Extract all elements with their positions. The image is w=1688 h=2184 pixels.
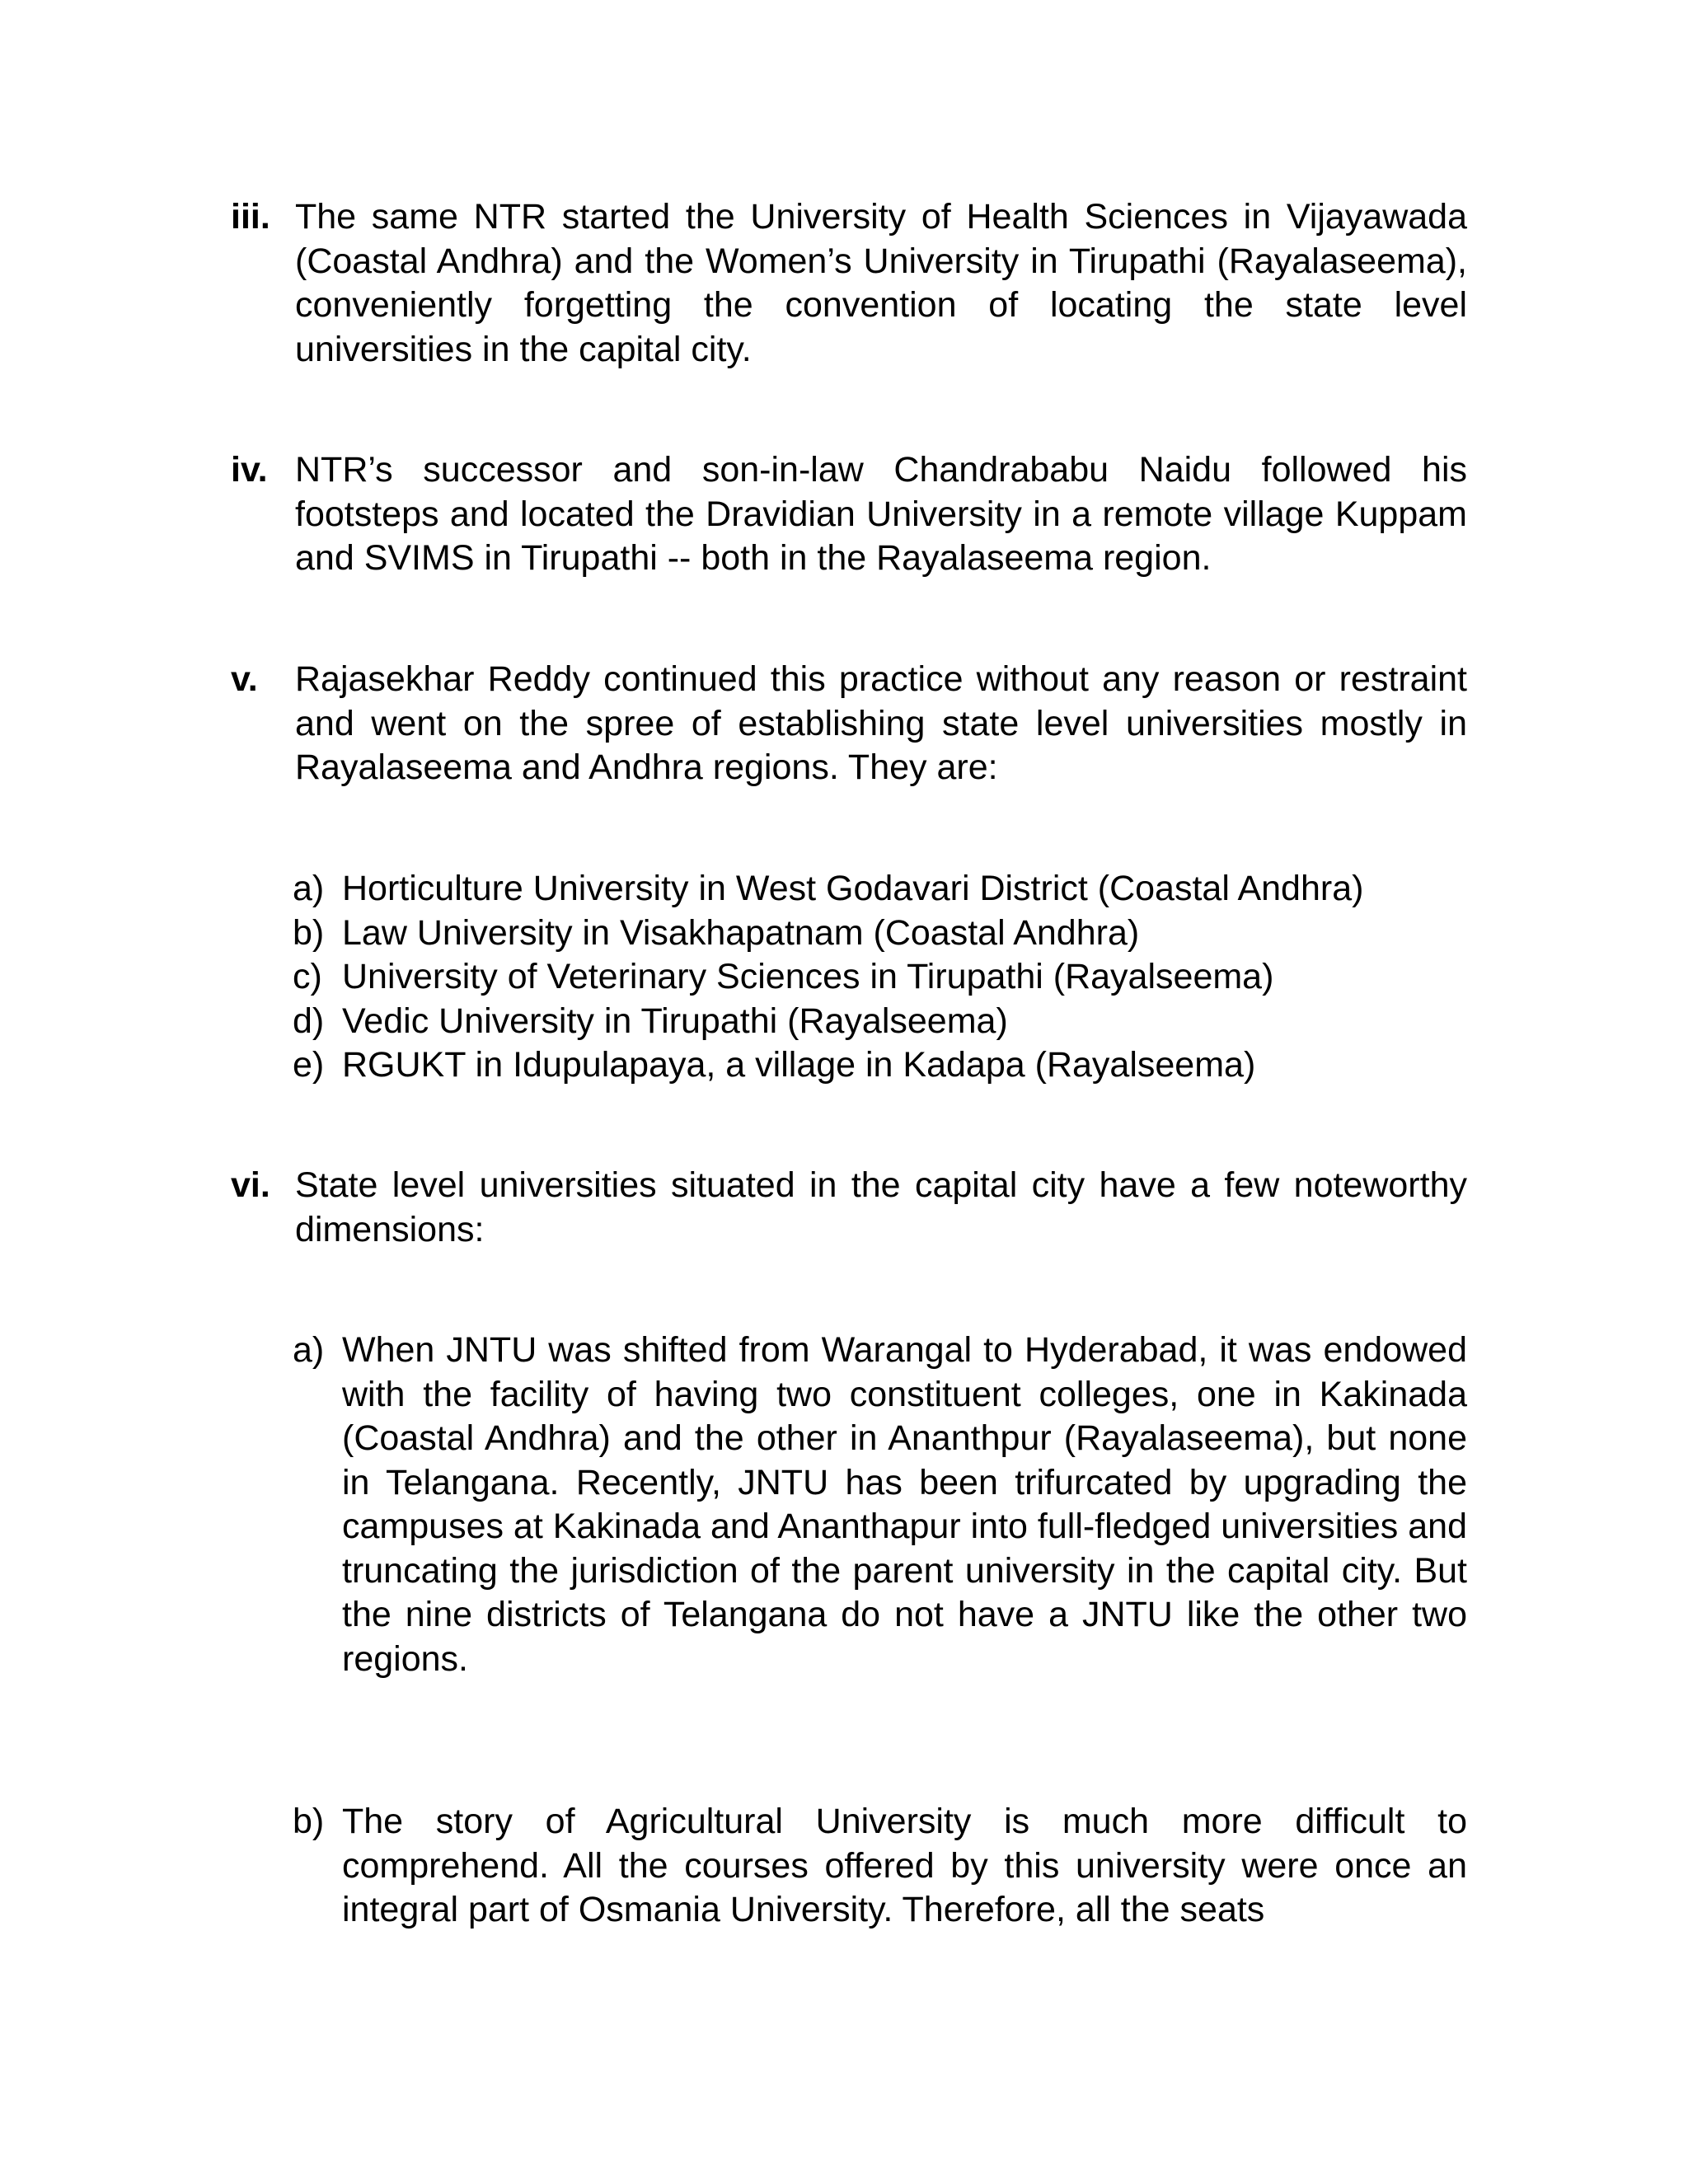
item-text: The same NTR started the University of Health Sciences in Vijayawada (Coastal Andhra) and the Women’s University in Tirupathi (Rayalaseema), conveniently forgetting the convention of locating the state level universities in the capital city. (295, 197, 1467, 369)
sublist-vi-b (293, 1800, 1467, 1933)
item-marker: iv. (231, 450, 268, 490)
item-text: Rajasekhar Reddy continued this practice without any reason or restraint and went on the spree of establishing state level universities mostly in Rayalaseema and Andhra regions. They are: (295, 659, 1467, 787)
sub-list-item (293, 1800, 1467, 1933)
list-item-iv (231, 448, 1467, 581)
list-item-vi (231, 1164, 1467, 1252)
item-marker: vi. (231, 1165, 270, 1205)
item-text: NTR’s successor and son-in-law Chandrababu Naidu followed his footsteps and located the Dravidian University in a remote village Kuppam and SVIMS in Tirupathi -- both in the Rayalaseema region. (295, 450, 1467, 578)
sub-list-item (293, 955, 1467, 1000)
sub-item-text: Vedic University in Tirupathi (Rayalseema) (342, 1001, 1008, 1041)
item-marker: iii. (231, 197, 270, 237)
sub-item-marker: a) (293, 869, 325, 908)
sub-list-item (293, 912, 1467, 956)
item-marker: v. (231, 659, 258, 699)
sub-item-text: University of Veterinary Sciences in Tirupathi (Rayalseema) (342, 957, 1274, 996)
sub-item-marker: c) (293, 957, 322, 996)
sub-list-item (293, 1329, 1467, 1681)
sub-item-text: RGUKT in Idupulapaya, a village in Kadapa (Rayalseema) (342, 1045, 1256, 1085)
sub-list-item (293, 1000, 1467, 1044)
sub-item-text: The story of Agricultural University is much more difficult to comprehend. All the courses offered by this university were once an integral part of Osmania University. Therefore, all the seats (342, 1802, 1467, 1929)
sublist-v (293, 867, 1467, 1088)
sublist-vi-a (293, 1329, 1467, 1681)
sub-item-marker: e) (293, 1045, 325, 1085)
sub-item-text: Horticulture University in West Godavari District (Coastal Andhra) (342, 869, 1364, 908)
list-item-iii (231, 195, 1467, 372)
sub-item-text: Law University in Visakhapatnam (Coastal Andhra) (342, 912, 1140, 953)
item-text: State level universities situated in the capital city have a few noteworthy dimensions: (295, 1165, 1467, 1249)
sub-item-marker: b) (293, 912, 325, 953)
sub-item-marker: a) (293, 1330, 325, 1370)
sub-item-text: When JNTU was shifted from Warangal to Hyderabad, it was endowed with the facility of having two constituent colleges, one in Kakinada (Coastal Andhra) and the other in Ananthpur (Rayalaseema), but none in Telangana. Recently, JNTU has been trifurcated by upgrading the campuses at Kakinada and Ananthapur into full-fledged universities and truncating the jurisdiction of the parent university in the capital city. But the nine districts of Telangana do not have a JNTU like the other two regions. (342, 1330, 1467, 1679)
sub-item-marker: d) (293, 1001, 325, 1041)
sub-item-marker: b) (293, 1802, 325, 1841)
sub-list-item (293, 1043, 1467, 1088)
sub-list-item (293, 867, 1467, 912)
list-item-v (231, 658, 1467, 790)
